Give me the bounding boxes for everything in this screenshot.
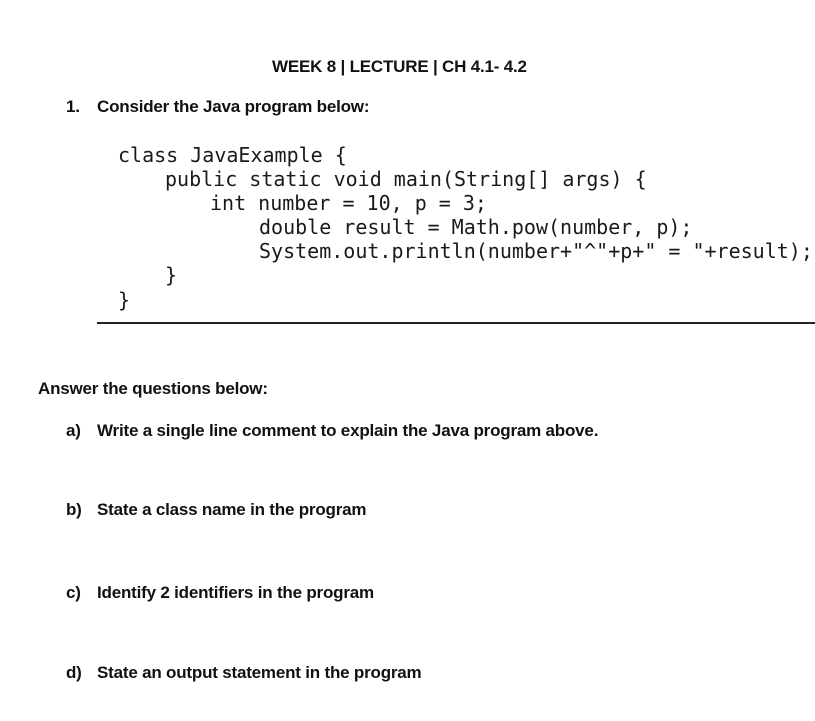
code-line: class JavaExample {: [118, 143, 347, 167]
code-line: }: [165, 263, 178, 287]
item-letter: d): [66, 663, 82, 682]
item-text: Identify 2 identifiers in the program: [97, 583, 374, 602]
question-prompt: Consider the Java program below:: [97, 97, 370, 116]
code-line: double result = Math.pow(number, p);: [259, 215, 693, 239]
code-line: }: [118, 288, 131, 312]
divider: [97, 322, 815, 324]
item-text: State a class name in the program: [97, 500, 367, 519]
answers-heading: Answer the questions below:: [38, 379, 268, 398]
item-text: Write a single line comment to explain the Java program above.: [97, 421, 599, 440]
item-letter: a): [66, 421, 81, 440]
code-line: System.out.println(number+"^"+p+" = "+result);: [259, 239, 813, 263]
item-letter: c): [66, 583, 81, 602]
item-letter: b): [66, 500, 82, 519]
item-text: State an output statement in the program: [97, 663, 422, 682]
code-line: int number = 10, p = 3;: [210, 191, 487, 215]
code-line: public static void main(String[] args) {: [165, 167, 647, 191]
question-number: 1.: [66, 97, 80, 116]
page-title: WEEK 8 | LECTURE | CH 4.1- 4.2: [272, 57, 527, 76]
